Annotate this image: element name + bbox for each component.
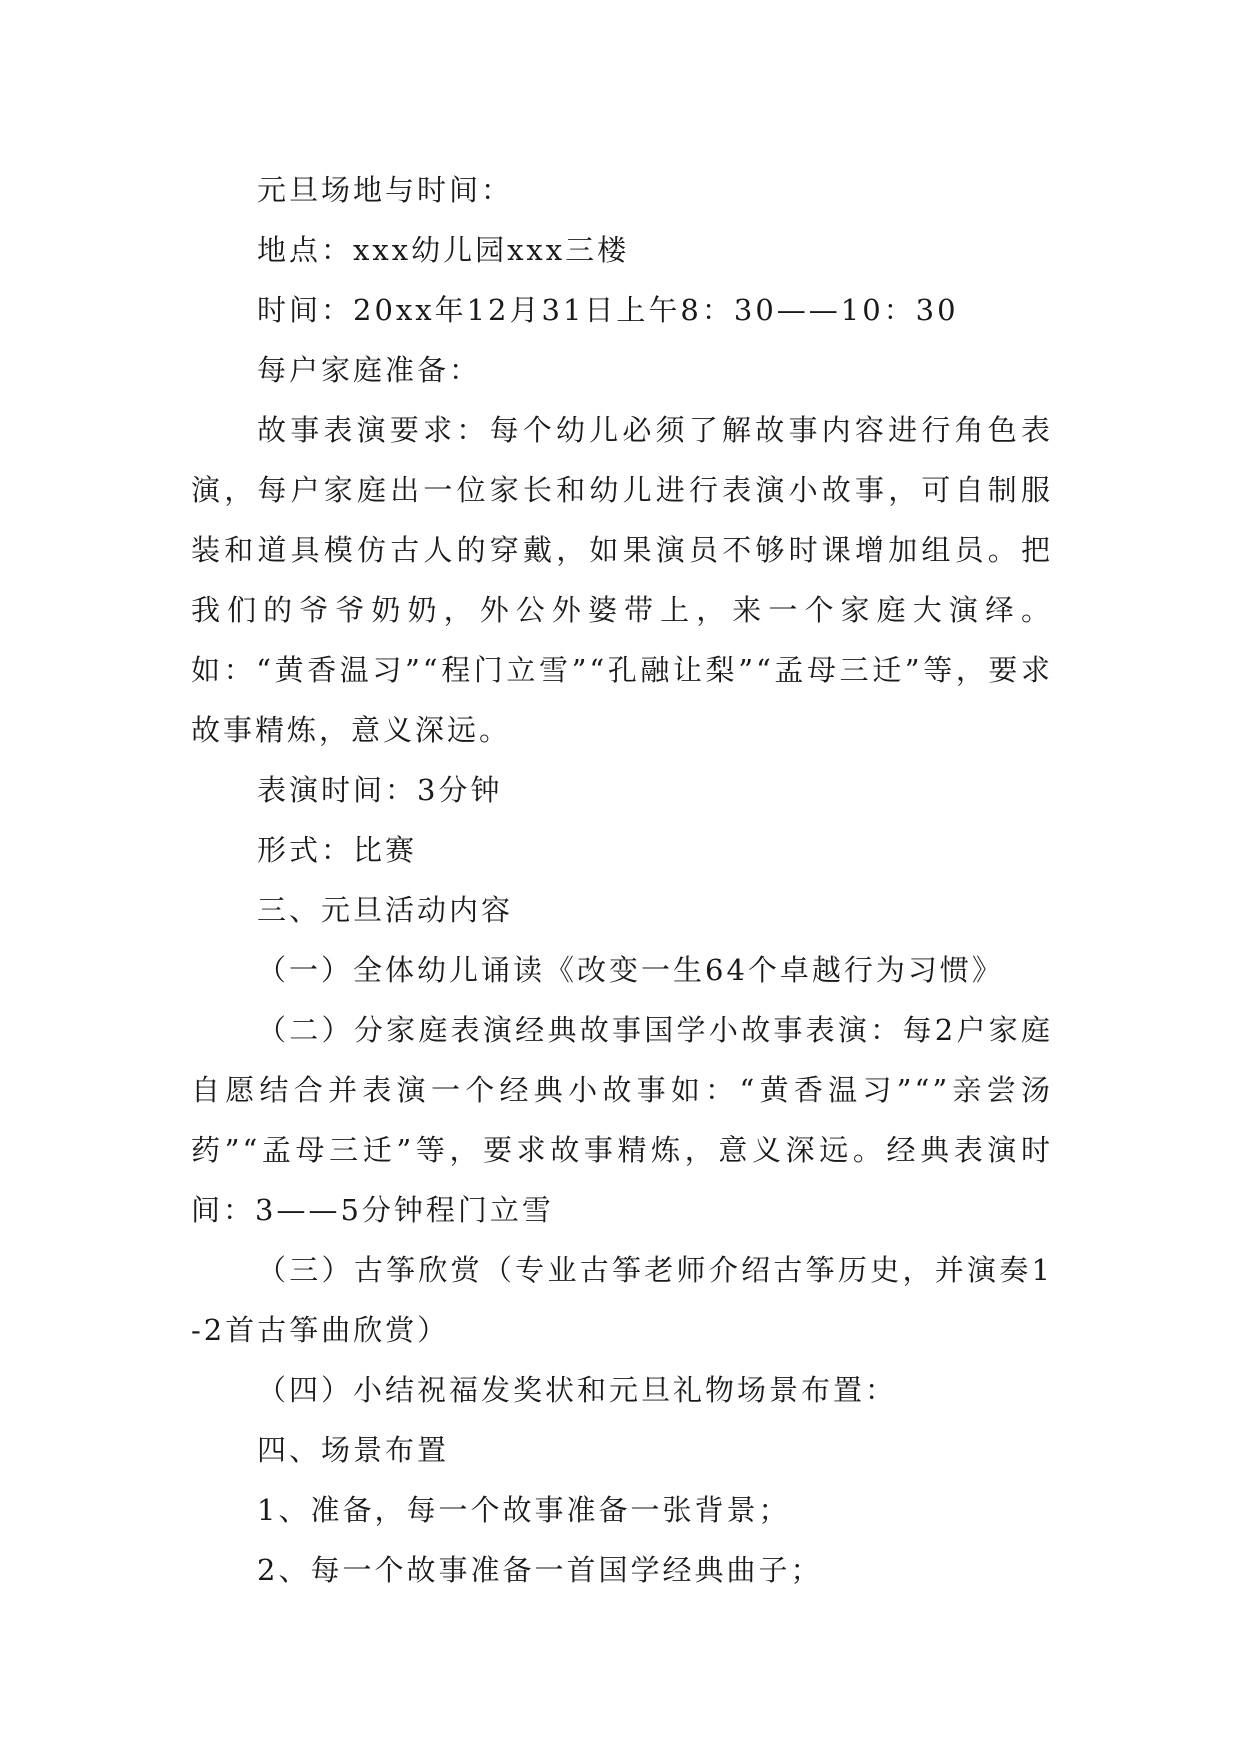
paragraph-activity-1: （一）全体幼儿诵读《改变一生64个卓越行为习惯》 — [257, 953, 1004, 987]
paragraph-time: 时间：20xx年12月31日上午8：30——10：30 — [257, 293, 959, 327]
paragraph-activity-4: （四）小结祝福发奖状和元旦礼物场景布置： — [257, 1373, 898, 1407]
paragraph-scene-2: 2、每一个故事准备一首国学经典曲子； — [257, 1553, 823, 1587]
paragraph-activity-3: （三）古筝欣赏（专业古筝老师介绍古筝历史，并演奏1-2首古筝曲欣赏） — [191, 1253, 1053, 1347]
paragraph-activity-2: （二）分家庭表演经典故事国学小故事表演：每2户家庭自愿结合并表演一个经典小故事如：“黄香温习”“”亲尝汤药”“孟母三迁”等，要求故事精炼，意义深远。经典表演时间：3——5分钟程门立雪 — [191, 1013, 1053, 1227]
paragraph-scene-1: 1、准备，每一个故事准备一张背景； — [257, 1493, 791, 1527]
paragraph-location: 地点：xxx幼儿园xxx三楼 — [257, 233, 630, 267]
section-heading-activities: 三、元旦活动内容 — [257, 893, 514, 927]
document-body — [191, 160, 1053, 1600]
paragraph-format: 形式：比赛 — [257, 833, 418, 867]
paragraph-performance-duration: 表演时间：3分钟 — [257, 773, 503, 807]
paragraph-story-requirements: 故事表演要求：每个幼儿必须了解故事内容进行角色表演，每户家庭出一位家长和幼儿进行表演小故事，可自制服装和道具模仿古人的穿戴，如果演员不够时课增加组员。把我们的爷爷奶奶，外公外婆带上，来一个家庭大演绎。如：“黄香温习”“程门立雪”“孔融让梨”“孟母三迁”等，要求故事精炼，意义深远。 — [191, 413, 1053, 747]
paragraph-venue-time-heading: 元旦场地与时间： — [257, 173, 514, 207]
section-heading-scene: 四、场景布置 — [257, 1433, 450, 1467]
paragraph-family-prep-heading: 每户家庭准备： — [257, 353, 482, 387]
